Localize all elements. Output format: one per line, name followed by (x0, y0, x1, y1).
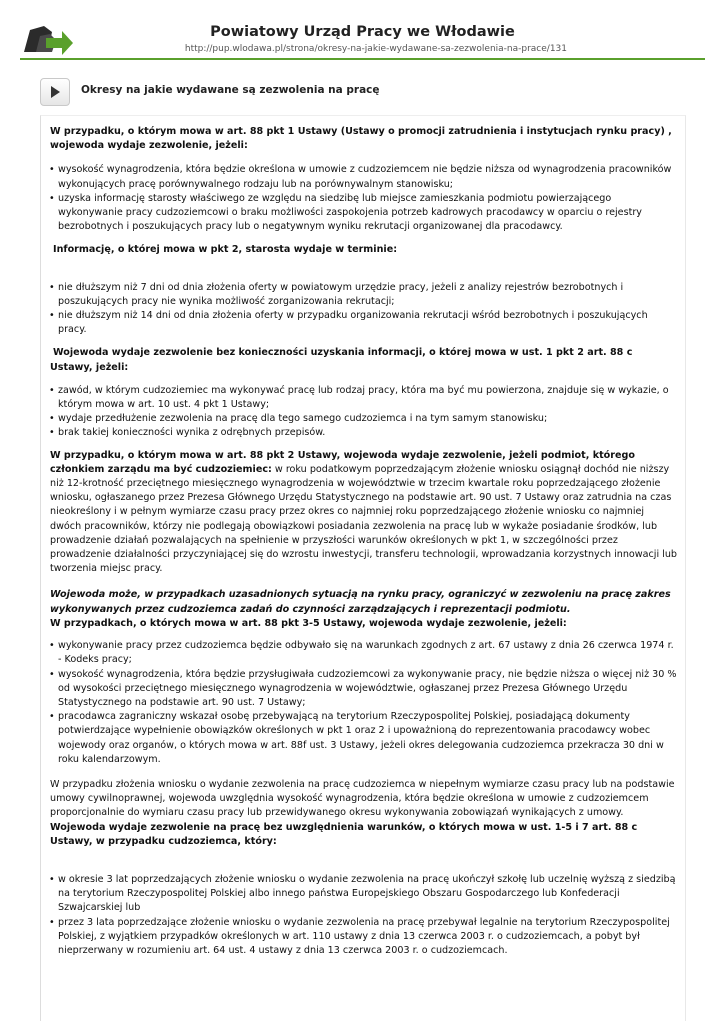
italic-note: Wojewoda może, w przypadkach uzasadnionych sytuacją na rynku pracy, ograniczyć w zezwoleniu na pracę zakres wykonywanych przez cudzoziemca zadań do czynności zarządzających i reprezentacji podmiotu. (50, 589, 671, 615)
bullet-list (50, 873, 678, 958)
list-item: • przez 3 lata poprzedzające złożenie wniosku o wydanie zezwolenia na pracę przebywał legalnie na terytorium Rzeczypospolitej Polskiej, z wyjątkiem przypadków określonych w art. 110 ustawy z dnia 13 czerwca 2003 r. o cudzoziemcach, a pobyt był nieprzerwany w rozumieniu art. 64 ust. 4 ustawy z dnia 13 czerwca 2003 r. o cudzoziemcach. (50, 916, 678, 959)
paragraph (50, 449, 678, 577)
bullet-list (50, 281, 678, 338)
site-header (0, 0, 725, 58)
paragraph-text: w roku podatkowym poprzedzającym złożenie wniosku osiągnął dochód nie niższy niż 12-krotność przeciętnego miesięcznego wynagrodzenia w województwie w trzecim kwartale roku poprzedzającego złożenie wniosku, ogłaszanego przez Prezesa Głównego Urzędu Statystycznego na podstawie art. 90 ust. 7 Ustawy oraz zatrudnia na czas nieokreślony i w pełnym wymiarze czasu pracy przez okres co najmniej roku poprzedzającego złożenie wniosku co najmniej dwóch pracowników, którzy nie podlegają obowiązkowi posiadania zezwolenia na pracę lub w wykaże posiadanie środków, lub prowadzenie działań pozwalających na spełnienie w przyszłości warunków określonych w pkt 1, w szczególności przez prowadzenie działalności przyczyniającej się do wzrostu inwestycji, transferu technologii, wprowadzania korzystnych innowacji lub tworzenia miejsc pracy. (50, 463, 678, 575)
list-item: • w okresie 3 lat poprzedzających złożenie wniosku o wydanie zezwolenia na pracę ukończył szkołę lub uczelnię wyższą z siedzibą na terytorium Rzeczypospolitej Polskiej albo innego państwa Europejskiego Obszaru Gospodarczego lub Konfederacji Szwajcarskiej lub (50, 873, 678, 916)
list-item: • wysokość wynagrodzenia, która będzie określona w umowie z cudzoziemcem nie będzie niższa od wynagrodzenia pracowników wykonujących pracę porównywalnego rodzaju lub na porównywalnym stanowisku; (50, 163, 678, 191)
page-title: Okresy na jakie wydawane są zezwolenia na pracę (81, 84, 380, 96)
article-content (50, 125, 678, 958)
list-item: • pracodawca zagraniczny wskazał osobę przebywającą na terytorium Rzeczypospolitej Polskiej, posiadającą dokumenty potwierdzające wypełnienie obowiązków określonych w pkt 1 oraz 2 i upoważnioną do reprezentowania pracodawcy wobec wojewody oraz organów, o których mowa w art. 88f ust. 3 Ustawy, jeżeli okres delegowania cudzoziemca przekracza 30 dni w roku kalendarzowym. (50, 710, 678, 767)
section-heading: Informację, o której mowa w pkt 2, starosta wydaje w terminie: (53, 244, 398, 256)
arrow-button[interactable] (40, 78, 70, 106)
list-item: • wykonywanie pracy przez cudzoziemca będzie odbywało się na warunkach zgodnych z art. 67 ustawy z dnia 26 czerwca 1974 r. - Kodeks pracy; (50, 639, 678, 667)
bullet-list (50, 639, 678, 767)
page-url: http://pup.wlodawa.pl/strona/okresy-na-jakie-wydawane-sa-zezwolenia-na-prace/131 (184, 44, 567, 54)
site-title: Powiatowy Urząd Pracy we Włodawie (210, 24, 515, 40)
section-heading: W przypadku, o którym mowa w art. 88 pkt 1 Ustawy (Ustawy o promocji zatrudnienia i instytucjach rynku pracy) , wojewoda wydaje zezwolenie, jeżeli: (50, 126, 672, 152)
list-item: • brak takiej konieczności wynika z odrębnych przepisów. (50, 426, 678, 440)
paragraph: W przypadku złożenia wniosku o wydanie zezwolenia na pracę cudzoziemca w niepełnym wymiarze czasu pracy lub na podstawie umowy cywilnoprawnej, wojewoda uwzględnia wysokość wynagrodzenia, która będzie określona w umowie z cudzoziemcem proporcjonalnie do wymiaru czasu pracy lub przewidywanego okresu wykonywania zobowiązań wynikających z umowy. (50, 778, 675, 819)
list-item: • uzyska informację starosty właściwego ze względu na siedzibę lub miejsce zamieszkania podmiotu powierzającego wykonywanie pracy cudzoziemcowi o braku możliwości zaspokojenia potrzeb kadrowych pracodawcy w oparciu o rejestry bezrobotnych i poszukujących pracy lub o negatywnym wyniku rekrutacji organizowanej dla pracodawcy. (50, 192, 678, 235)
list-item: • nie dłuższym niż 14 dni od dnia złożenia oferty w przypadku organizowania rekrutacji wśród bezrobotnych i poszukujących pracy. (50, 309, 678, 337)
section-heading: Wojewoda wydaje zezwolenie na pracę bez uwzględnienia warunków, o których mowa w ust. 1-5 i 7 art. 88 c Ustawy, w przypadku cudzoziemca, który: (50, 821, 638, 847)
list-item: • nie dłuższym niż 7 dni od dnia złożenia oferty w powiatowym urzędzie pracy, jeżeli z analizy rejestrów bezrobotnych i poszukujących pracy nie wynika możliwość zorganizowania rekrutacji; (50, 281, 678, 309)
inline-heading: W przypadku, o którym mowa w art. 88 pkt 2 Ustawy, wojewoda wydaje zezwolenie, jeżeli podmiot, którego członkiem zarządu ma być cudzoziemiec: (50, 449, 635, 475)
bullet-list (50, 163, 678, 234)
list-item: • wydaje przedłużenie zezwolenia na pracę dla tego samego cudzoziemca i na tym samym stanowisku; (50, 412, 678, 426)
chevron-right-icon (48, 84, 62, 100)
header-divider (20, 58, 705, 60)
section-heading: Wojewoda wydaje zezwolenie bez konieczności uzyskania informacji, o której mowa w ust. 1 pkt 2 art. 88 c Ustawy, jeżeli: (50, 347, 633, 373)
list-item: • wysokość wynagrodzenia, która będzie przysługiwała cudzoziemcowi za wykonywanie pracy, nie będzie niższa o więcej niż 30 % od wysokości przeciętnego miesięcznego wynagrodzenia w województwie, ogłaszanej przez Prezesa Głównego Urzędu Statystycznego na podstawie art. 90 ust. 7 Ustawy; (50, 668, 678, 711)
title-row (40, 76, 680, 104)
bullet-list (50, 384, 678, 441)
list-item: • zawód, w którym cudzoziemiec ma wykonywać pracę lub rodzaj pracy, która ma być mu powierzona, znajduje się w wykazie, o którym mowa w art. 10 ust. 4 pkt 1 Ustawy; (50, 384, 678, 412)
section-heading: W przypadkach, o których mowa w art. 88 pkt 3-5 Ustawy, wojewoda wydaje zezwolenie, jeżeli: (50, 617, 567, 629)
